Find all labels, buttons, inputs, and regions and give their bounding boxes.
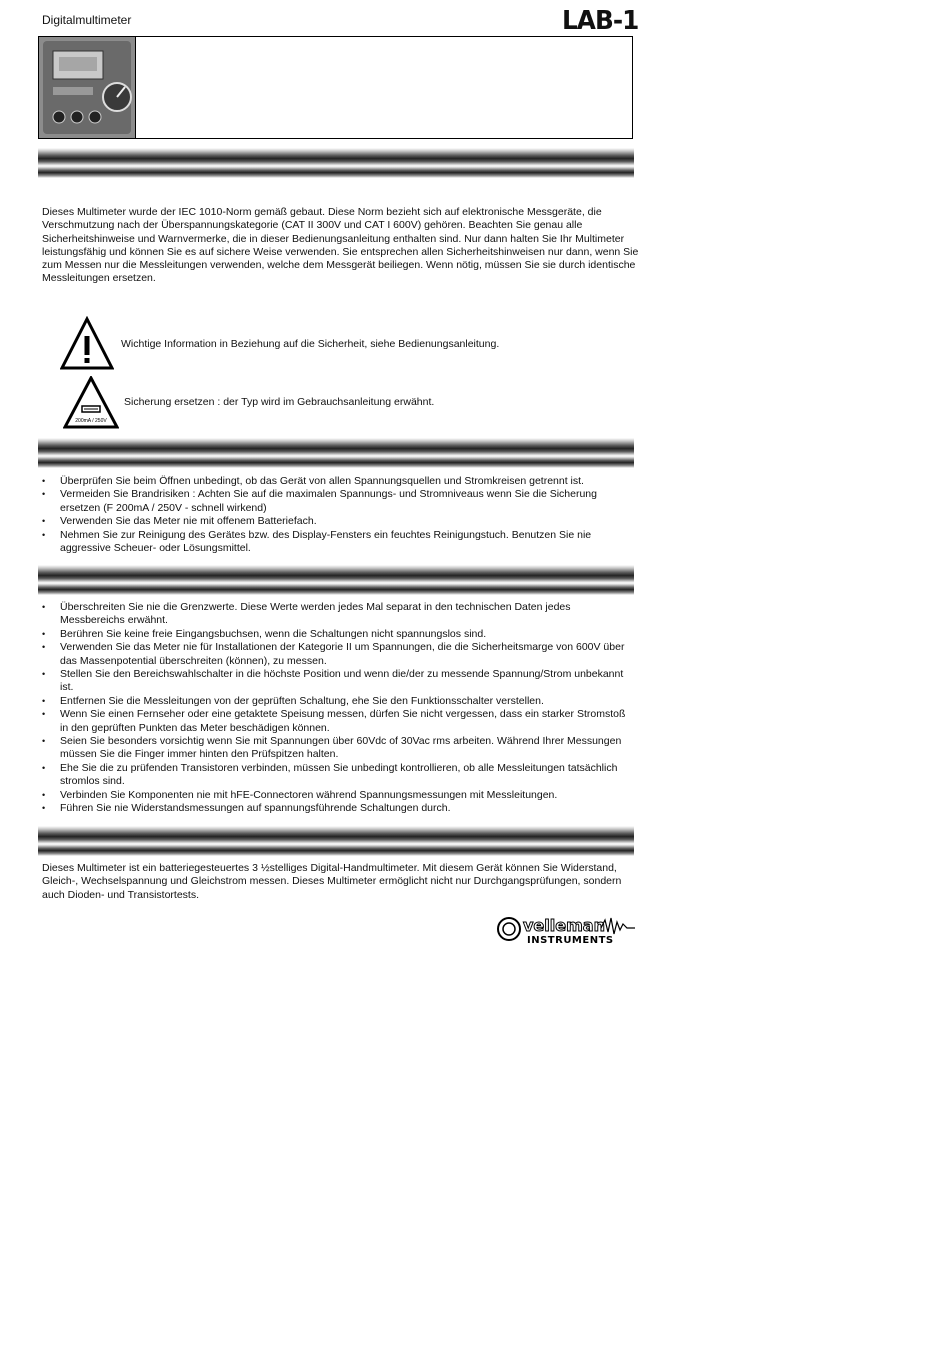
list-item: • Seien Sie besonders vorsichtig wenn Sie mit Spannungen über 60Vdc of 30Vac rms arbeiten. Während Ihrer Messungen müssen Sie die Finger immer hinten den Prüfspitzen halten. [42,735,632,762]
list-item: • Ehe Sie die zu prüfenden Transistoren verbinden, müssen Sie unbedingt kontrollieren, ob alle Messleitungen tatsächlich stromlos sind. [42,762,632,789]
list-item: • Verwenden Sie das Meter nie für Installationen der Kategorie II um Spannungen, die die Sicherheitsmarge von 600V über das Massenpotential überschreiten (können), zu messen. [42,641,632,668]
section-bar-4 [38,826,634,856]
list-item: • Wenn Sie einen Fernseher oder eine getaktete Speisung messen, dürfen Sie nicht vergessen, dass ein starker Stromstoß in den geprüften Punkten das Meter beschädigen können. [42,708,632,735]
description-text: Dieses Multimeter ist ein batteriegesteuertes 3 ½stelliges Digital-Handmultimeter. Mit diesem Gerät können Sie Widerstand, Gleich-, Wechselspannung und Gleichstrom messen. Dieses Multimeter ermöglicht nicht nur Durchgangsprüfungen, sondern auch Dioden- und Transistortests. [42,862,622,901]
warning-triangle-icon [60,316,114,370]
lab1-logo: LAB-1 [562,6,639,36]
multimeter-image [39,37,136,138]
intro-paragraph [42,206,642,286]
section-bar-2 [38,438,634,468]
list-item: • Führen Sie nie Widerstandsmessungen auf spannungsführende Schaltungen durch. [42,802,632,815]
fuse-symbol [63,376,119,434]
list-item: • Überschreiten Sie nie die Grenzwerte. Diese Werte werden jedes Mal separat in den technischen Daten jedes Messbereichs erwähnt. [42,601,632,628]
document-title: Digitalmultimeter [42,13,132,27]
velleman-logo [497,914,635,949]
fuse-label: 200mA / 250V [75,418,107,424]
safety-list-2 [42,601,632,816]
section-bar-3 [38,565,634,595]
list-item: • Nehmen Sie zur Reinigung des Gerätes bzw. des Display-Fensters ein feuchtes Reinigungstuch. Benutzen Sie nie aggressive Scheuer- oder Lösungsmittel. [42,529,632,556]
velleman-brand: velleman [523,916,605,935]
list-item: • Verbinden Sie Komponenten nie mit hFE-Connectoren während Spannungsmessungen mit Messleitungen. [42,789,632,802]
velleman-sub: INSTRUMENTS [527,935,614,944]
list-item: • Überprüfen Sie beim Öffnen unbedingt, ob das Gerät von allen Spannungsquellen und Stromkreisen getrennt ist. [42,475,632,488]
fuse-symbol-text: Sicherung ersetzen : der Typ wird im Gebrauchsanleitung erwähnt. [124,396,435,408]
fuse-triangle-icon [63,376,119,429]
list-item: • Entfernen Sie die Messleitungen von der geprüften Schaltung, ehe Sie den Funktionsschalter verstellen. [42,695,632,708]
description-paragraph [42,862,632,902]
warning-symbol-text: Wichtige Information in Beziehung auf die Sicherheit, siehe Bedienungsanleitung. [121,338,500,350]
section-bar-1 [38,148,634,178]
safety-list-1 [42,475,632,555]
list-item: • Vermeiden Sie Brandrisiken : Achten Sie auf die maximalen Spannungs- und Stromniveaus wenn Sie die Sicherung ersetzen (F 200mA / 250V - schnell wirkend) [42,488,632,515]
list-item: • Berühren Sie keine freie Eingangsbuchsen, wenn die Schaltungen nicht spannungslos sind. [42,628,632,641]
intro-text: Dieses Multimeter wurde der IEC 1010-Norm gemäß gebaut. Diese Norm bezieht sich auf elektronische Messgeräte, die Verschmutzung nach der Überspannungskategorie (CAT II 300V und CAT I 600V) gehören. Beachten Sie genau alle Sicherheitshinweise und Warnvermerke, die in dieser Bedienungsanleitung enthalten sind. Nur dann halten Sie Ihr Multimeter leistungsfähig und können Sie es auf sichere Weise verwenden. Sie entsprechen allen Sicherheitshinweisen nur dann, wenn Sie zum Messen nur die Messleitungen verwenden, welche dem Messgerät beiliegen. Wenn nötig, müssen Sie sie durch identische Messleitungen ersetzen. [42,206,639,285]
list-item: • Stellen Sie den Bereichswahlschalter in die höchste Position und wenn die/der zu messende Spannung/Strom unbekannt ist. [42,668,632,695]
warning-symbol [60,316,114,375]
velleman-emblem-icon [498,918,520,940]
header-box [38,36,633,139]
list-item: • Verwenden Sie das Meter nie mit offenem Batteriefach. [42,515,632,528]
